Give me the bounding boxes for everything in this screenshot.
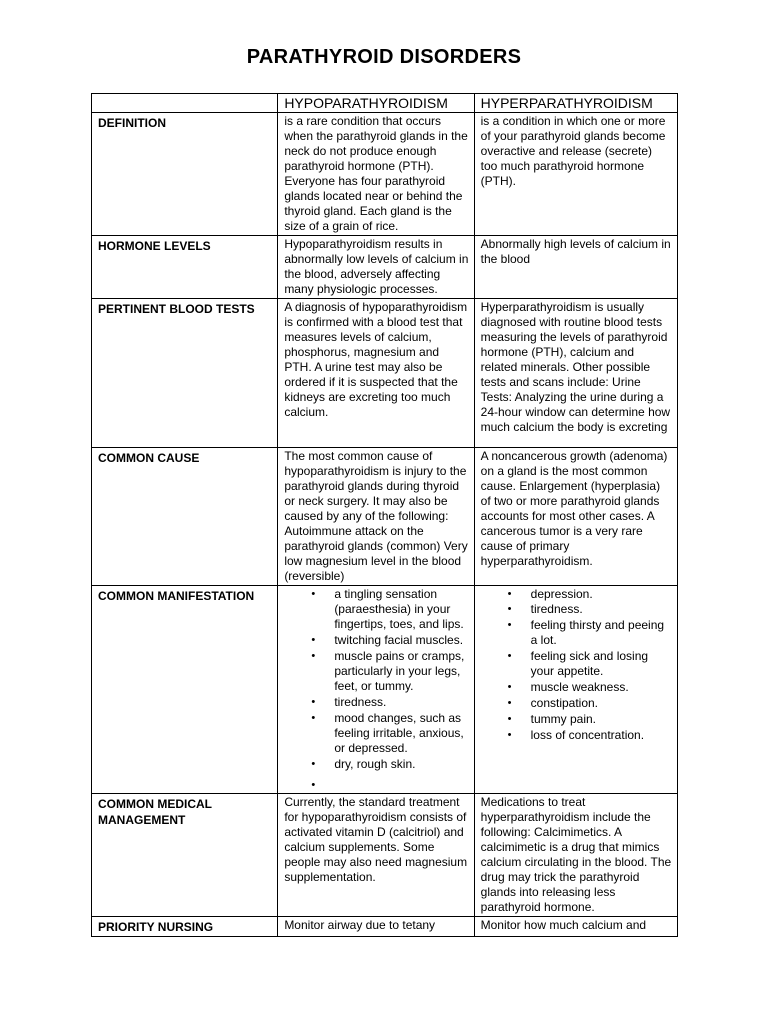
list-item: • feeling sick and losing your appetite. <box>531 649 672 679</box>
list-item: • mood changes, such as feeling irritable, anxious, or depressed. <box>334 711 468 756</box>
row-label-definition: DEFINITION <box>92 113 278 236</box>
header-blank <box>92 94 278 113</box>
list-item: • muscle pains or cramps, particularly in your legs, feet, or tummy. <box>334 649 468 694</box>
table-row <box>92 113 678 236</box>
hypo-blood-tests: A diagnosis of hypoparathyroidism is confirmed with a blood test that measures levels of calcium, phosphorus, magnesium and PTH. A urine test may also be ordered if it is suspected that the kidneys are excreting too much calcium. <box>278 299 474 448</box>
hyper-priority-nursing: Monitor how much calcium and <box>474 917 677 937</box>
table-row <box>92 794 678 917</box>
table-row <box>92 586 678 794</box>
hyper-definition: is a condition in which one or more of your parathyroid glands become overactive and release (secrete) too much parathyroid hormone (PTH). <box>474 113 677 236</box>
hyper-common-cause: A noncancerous growth (adenoma) on a gland is the most common cause. Enlargement (hyperplasia) of two or more parathyroid glands accounts for most other cases. A cancerous tumor is a very rare cause of primary hyperparathyroidism. <box>474 448 677 586</box>
list-item: • tiredness. <box>334 695 468 710</box>
table-row <box>92 448 678 586</box>
hypo-priority-nursing: Monitor airway due to tetany <box>278 917 474 937</box>
list-item: • tummy pain. <box>531 712 672 727</box>
hyper-medical-management: Medications to treat hyperparathyroidism include the following: Calcimimetics. A calcimimetic is a drug that mimics calcium circulating in the blood. The drug may trick the parathyroid glands into releasing less parathyroid hormone. <box>474 794 677 917</box>
table-row <box>92 236 678 299</box>
list-item: • muscle weakness. <box>531 680 672 695</box>
table-header-row <box>92 94 678 113</box>
row-label-common-manifestation: COMMON MANIFESTATION <box>92 586 278 794</box>
list-item: • a tingling sensation (paraesthesia) in your fingertips, toes, and lips. <box>334 587 468 632</box>
list-item: • constipation. <box>531 696 672 711</box>
list-item: • tiredness. <box>531 602 672 617</box>
row-label-medical-management: COMMON MEDICAL MANAGEMENT <box>92 794 278 917</box>
hyper-blood-tests: Hyperparathyroidism is usually diagnosed with routine blood tests measuring the levels of parathyroid hormone (PTH), calcium and related minerals. Other possible tests and scans include: Urine Tests: Analyzing the urine during a 24-hour window can determine how much calcium the body is excreting <box>474 299 677 448</box>
row-label-hormone-levels: HORMONE LEVELS <box>92 236 278 299</box>
hypo-manifestations <box>278 586 474 794</box>
list-item: • loss of concentration. <box>531 728 672 743</box>
row-label-priority-nursing: PRIORITY NURSING <box>92 917 278 937</box>
row-label-pertinent-blood-tests: PERTINENT BLOOD TESTS <box>92 299 278 448</box>
hypo-definition: is a rare condition that occurs when the parathyroid glands in the neck do not produce enough parathyroid hormone (PTH). Everyone has four parathyroid glands located near or behind the thyroid gland. Each gland is the size of a grain of rice. <box>278 113 474 236</box>
list-item: • dry, rough skin. <box>334 757 468 772</box>
table-row <box>92 917 678 937</box>
hyper-hormone-levels: Abnormally high levels of calcium in the blood <box>474 236 677 299</box>
page-title: PARATHYROID DISORDERS <box>246 46 522 68</box>
hyper-manifestation-list <box>481 587 672 743</box>
hypo-medical-management: Currently, the standard treatment for hypoparathyroidism consists of activated vitamin D (calcitriol) and calcium supplements. Some people may also need magnesium supplementation. <box>278 794 474 917</box>
list-item: • twitching facial muscles. <box>334 633 468 648</box>
hyper-manifestations <box>474 586 677 794</box>
comparison-table <box>91 93 678 937</box>
header-hypoparathyroidism: HYPOPARATHYROIDISM <box>278 94 474 113</box>
table-row <box>92 299 678 448</box>
list-item: • depression. <box>531 587 672 602</box>
header-hyperparathyroidism: HYPERPARATHYROIDISM <box>474 94 677 113</box>
row-label-common-cause: COMMON CAUSE <box>92 448 278 586</box>
hypo-common-cause: The most common cause of hypoparathyroidism is injury to the parathyroid glands during thyroid or neck surgery. It may also be caused by any of the following: Autoimmune attack on the parathyroid glands (common) Very low magnesium level in the blood (reversible) <box>278 448 474 586</box>
hypo-hormone-levels: Hypoparathyroidism results in abnormally low levels of calcium in the blood, adversely affecting many physiologic processes. <box>278 236 474 299</box>
list-item: • feeling thirsty and peeing a lot. <box>531 618 672 648</box>
hypo-manifestation-list <box>284 587 468 772</box>
